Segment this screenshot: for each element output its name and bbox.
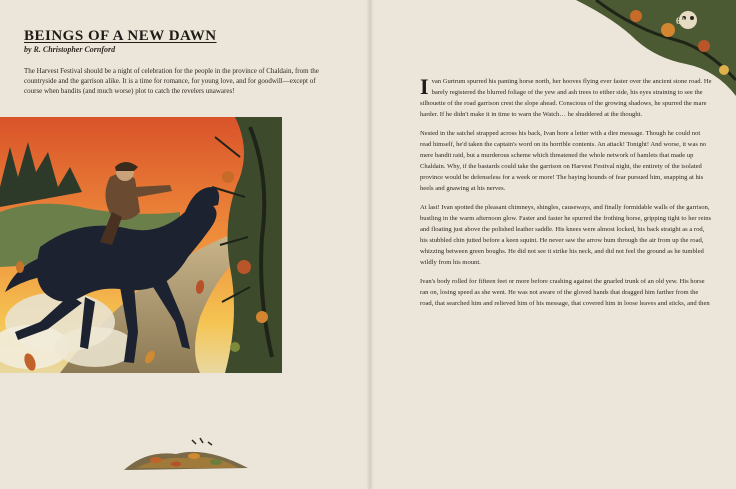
story-paragraph-2: Nested in the satchel strapped across his back, Ivan bore a letter with a dire message. Though he could not read himself, he'd taken the captain's word on its horrible contents. An attack! Tonight! And worse, it was no mere bandit raid, but a murderous scheme which threatened the whole network of hamlets that made up Chaldain. Why, if the bastards could take the garrison on Harvest Festival night, the entirety of the isolated province would be defenseless for a week or more! The baying hounds of fear pursued him, snapping at his heels and gnawing at his nerves. bbox=[420, 130, 707, 192]
story-paragraph-3: At last! Ivan spotted the pleasant chimneys, shingles, causeways, and finally formidable walls of the garrison, bustling in the warm afternoon glow. Faster and faster he spurred the frothing horse, gripping tight to her reins and floating just above the polished leather saddle. His knees were almost locked, his back straight as a rod, his stubbled chin jutted before a keen squint. He never saw the arrow hum through the air from up the road, whizzing between green boughs. He did not see it strike his neck, and did not feel the ground as he tumbled wildly from his mount. bbox=[420, 204, 712, 266]
drop-cap: I bbox=[420, 74, 429, 99]
article-intro: The Harvest Festival should be a night of celebration for the people in the province of Chaldain, from the countryside and the garrison alike. It is a time for romance, for young love, and for goodwill—except of course when bandits (and much worse) plot to catch the revelers unawares! bbox=[24, 67, 319, 95]
right-page bbox=[370, 0, 736, 489]
leaf-pile-vignette bbox=[116, 432, 256, 474]
rider-illustration-art bbox=[0, 117, 282, 373]
article-title: BEINGS OF A NEW DAWN bbox=[24, 28, 217, 44]
article-byline: by R. Christopher Cornford bbox=[24, 45, 116, 54]
page-number: 69 bbox=[676, 16, 685, 26]
story-body bbox=[420, 76, 712, 317]
rider-illustration bbox=[0, 117, 282, 373]
story-paragraph-4: Ivan's body rolled for fifteen feet or more before crashing against the gnarled trunk of an old yew. His horse ran on, losing speed as she went. He was not aware of the gloved hands that dragged him farther from the road, that searched him and relieved him of his message, that covered him in loose leaves and sticks, and then bbox=[420, 278, 710, 307]
story-paragraph-1: Ivan Gurtrum spurred his panting horse north, her hooves flying ever faster over the ancient stone road. He barely registered the blurred foliage of the yew and ash trees to either side, his eyes straining to see the silhouette of the road garrison crest the slope ahead. Conscious of the growing shadows, he spurred the mare harder. If he didn't make it in time to warn the Watch… he shuddered at the thought. bbox=[420, 74, 712, 118]
leaf-pile-art bbox=[116, 432, 256, 474]
